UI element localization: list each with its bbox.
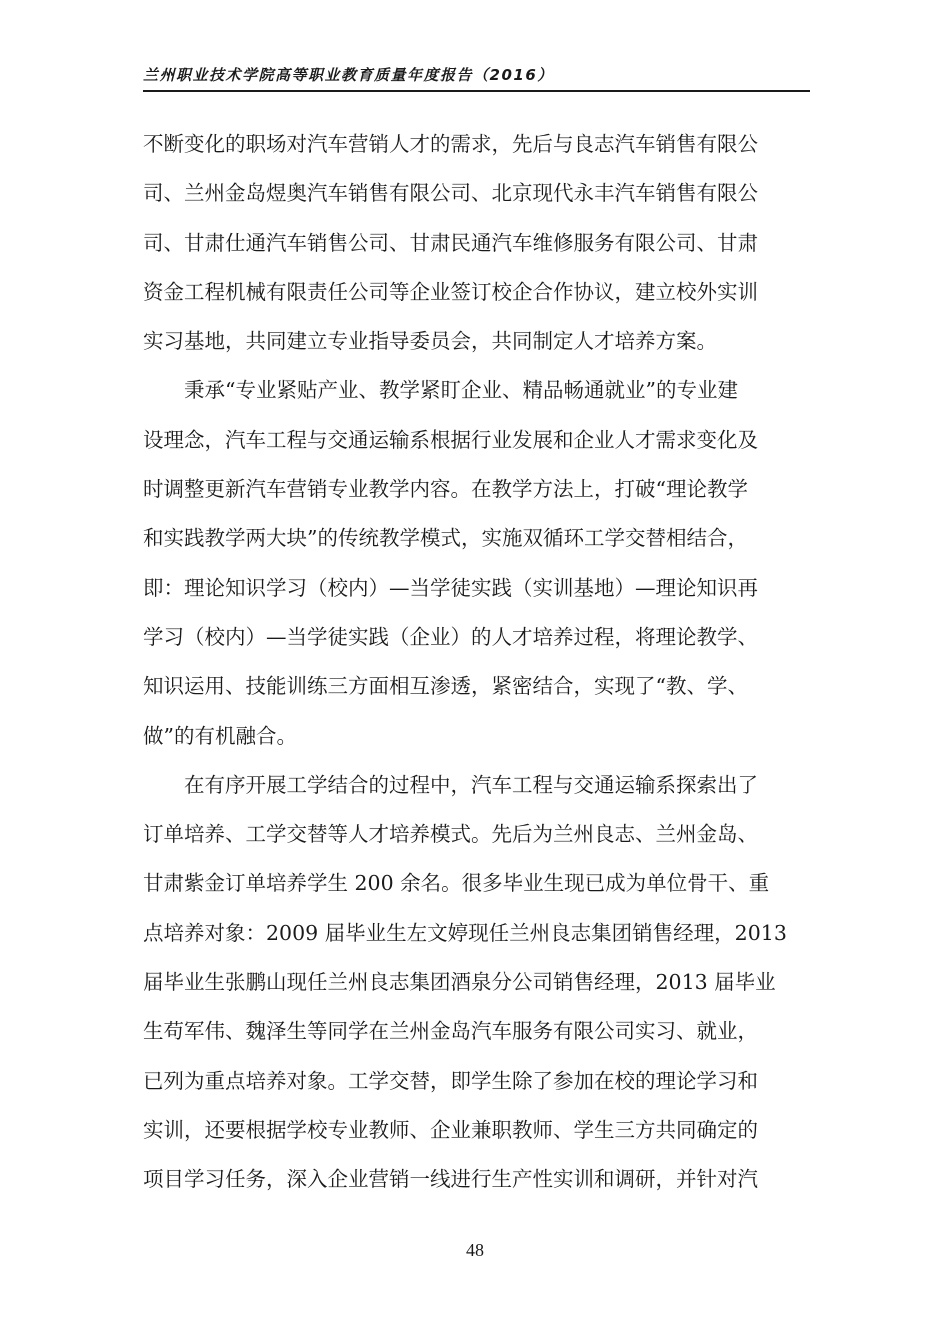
text-line: 已列为重点培养对象。工学交替，即学生除了参加在校的理论学习和 bbox=[143, 1068, 758, 1093]
text-line: 和实践教学两大块”的传统教学模式，实施双循环工学交替相结合， bbox=[143, 526, 748, 551]
header-rule bbox=[143, 90, 810, 92]
text-line: 甘肃紫金订单培养学生 200 余名。很多毕业生现已成为单位骨干、重 bbox=[143, 871, 770, 896]
text-line: 学习（校内）—当学徒实践（企业）的人才培养过程，将理论教学、 bbox=[143, 624, 758, 649]
text-line: 资金工程机械有限责任公司等企业签订校企合作协议，建立校外实训 bbox=[143, 279, 758, 304]
text-line: 不断变化的职场对汽车营销人才的需求，先后与良志汽车销售有限公 bbox=[143, 132, 758, 156]
text-line: 做”的有机融合。 bbox=[143, 723, 297, 748]
text-line: 时调整更新汽车营销专业教学内容。在教学方法上，打破“理论教学 bbox=[143, 477, 748, 502]
page-header bbox=[143, 64, 810, 92]
text-line: 生苟军伟、魏泽生等同学在兰州金岛汽车服务有限公司实习、就业， bbox=[143, 1019, 758, 1044]
text-line: 项目学习任务，深入企业营销一线进行生产性实训和调研，并针对汽 bbox=[143, 1167, 758, 1192]
paragraph-first-line: 在有序开展工学结合的过程中，汽车工程与交通运输系探索出了 bbox=[184, 772, 758, 797]
header-title: 兰州职业技术学院高等职业教育质量年度报告（2016） bbox=[143, 66, 554, 84]
text-line: 实训，还要根据学校专业教师、企业兼职教师、学生三方共同确定的 bbox=[143, 1117, 758, 1142]
text-line: 订单培养、工学交替等人才培养模式。先后为兰州良志、兰州金岛、 bbox=[143, 822, 758, 847]
text-line: 司、甘肃仕通汽车销售公司、甘肃民通汽车维修服务有限公司、甘肃 bbox=[143, 230, 758, 255]
text-line: 实习基地，共同建立专业指导委员会，共同制定人才培养方案。 bbox=[143, 329, 717, 354]
text-line: 届毕业生张鹏山现任兰州良志集团酒泉分公司销售经理，2013 届毕业 bbox=[143, 970, 776, 995]
paragraph-first-line: 秉承“专业紧贴产业、教学紧盯企业、精品畅通就业”的专业建 bbox=[184, 378, 738, 403]
page-number: 48 bbox=[466, 1240, 484, 1260]
body-text bbox=[143, 120, 810, 1205]
text-line: 司、兰州金岛煜奥汽车销售有限公司、北京现代永丰汽车销售有限公 bbox=[143, 181, 758, 206]
text-line: 即：理论知识学习（校内）—当学徒实践（实训基地）—理论知识再 bbox=[143, 575, 758, 600]
text-line: 知识运用、技能训练三方面相互渗透，紧密结合，实现了“教、学、 bbox=[143, 674, 748, 699]
text-line: 设理念，汽车工程与交通运输系根据行业发展和企业人才需求变化及 bbox=[143, 427, 758, 452]
text-line: 点培养对象：2009 届毕业生左文婷现任兰州良志集团销售经理，2013 bbox=[143, 920, 787, 945]
